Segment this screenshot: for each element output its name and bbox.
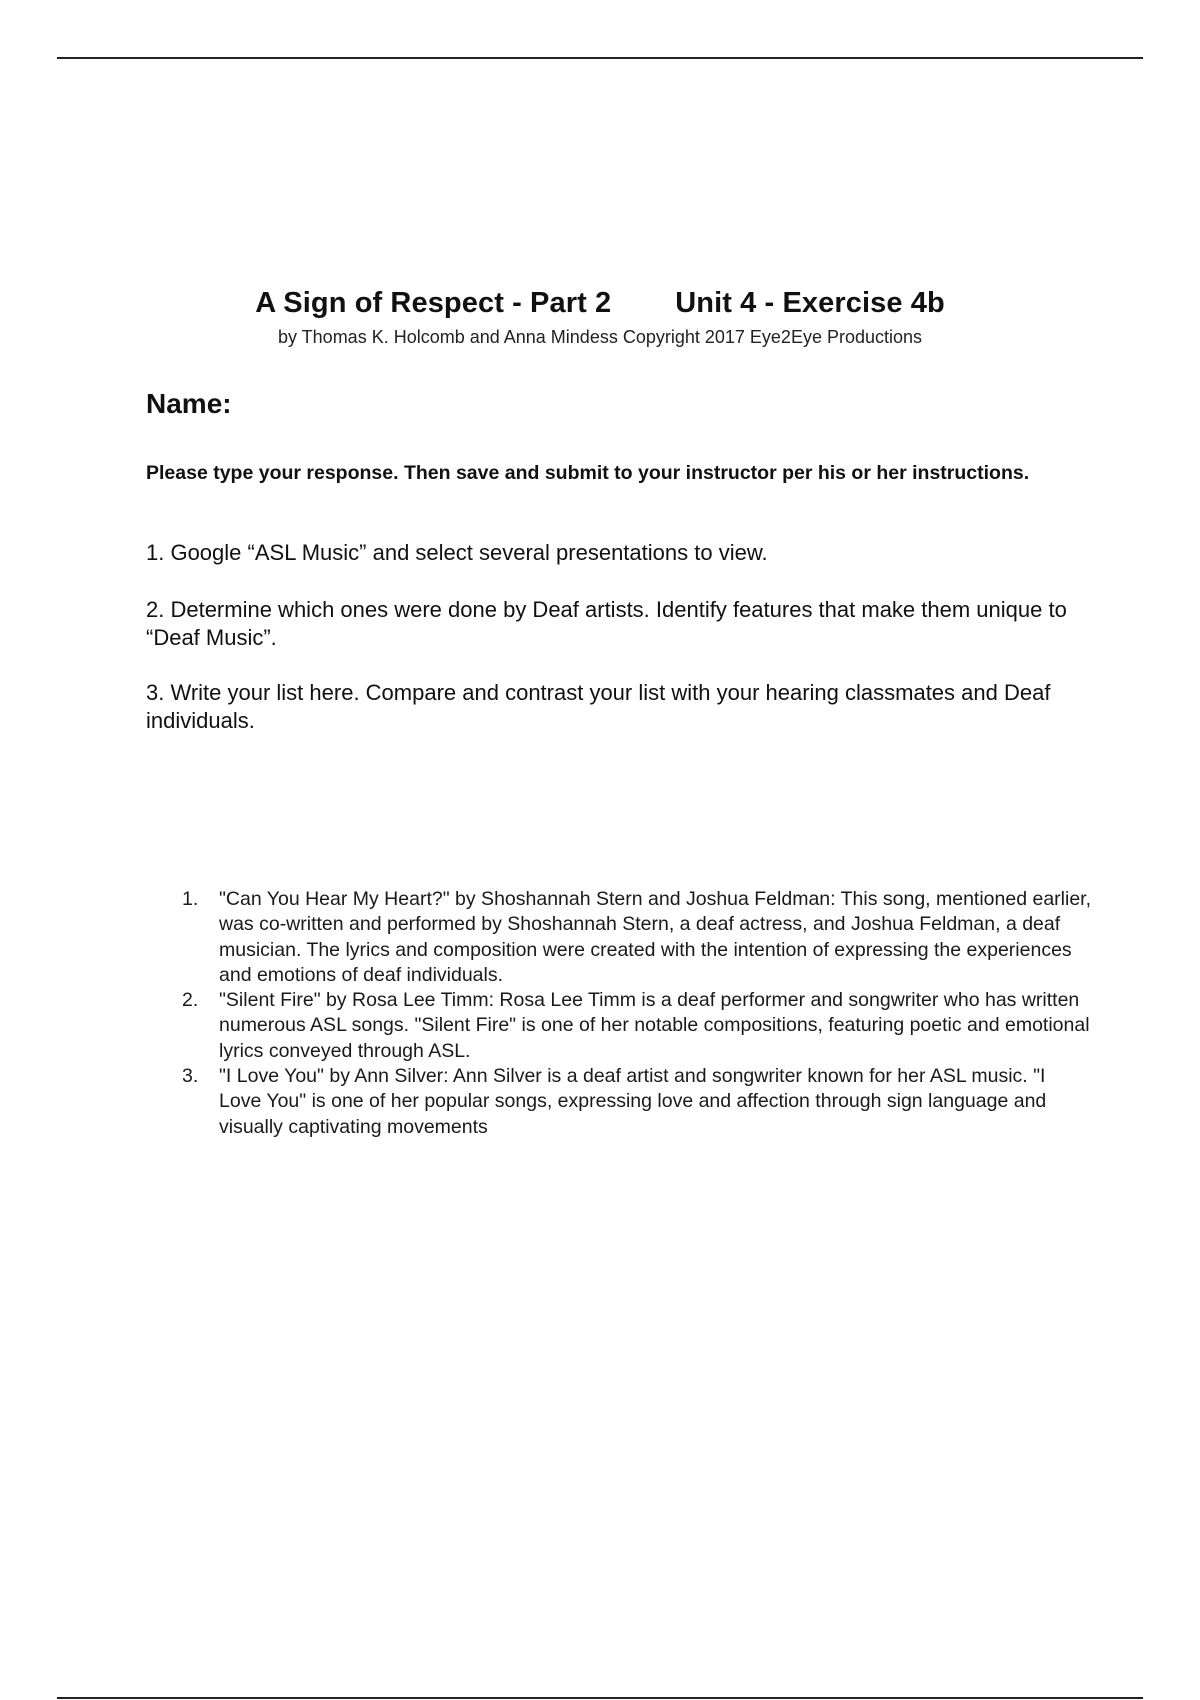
bottom-rule xyxy=(57,1697,1143,1699)
question-3: 3. Write your list here. Compare and contrast your list with your hearing classmates and Deaf individuals. xyxy=(146,680,1051,733)
byline: by Thomas K. Holcomb and Anna Mindess Copyright 2017 Eye2Eye Productions xyxy=(277,327,923,347)
title-exercise: Unit 4 - Exercise 4b xyxy=(675,287,945,319)
title-part: A Sign of Respect - Part 2 xyxy=(255,287,612,319)
list-item xyxy=(182,887,1092,988)
list-item-text: "Can You Hear My Heart?" by Shoshannah Stern and Joshua Feldman: This song, mentioned earlier, was co-written and performed by Shoshannah Stern, a deaf actress, and Joshua Feldman, a deaf musician. The lyrics and composition were created with the intention of expressing the experiences and emotions of deaf individuals. xyxy=(219,888,1092,986)
list-item xyxy=(182,1064,1092,1140)
list-item-number: 3. xyxy=(182,1065,199,1088)
instructions: Please type your response. Then save and submit to your instructor per his or her instructions. xyxy=(146,462,1030,484)
list-item-text: "I Love You" by Ann Silver: Ann Silver is a deaf artist and songwriter known for her ASL music. "I Love You" is one of her popular songs, expressing love and affection through sign language and visually captivating movements xyxy=(219,1065,1047,1138)
name-label: Name: xyxy=(146,388,232,419)
question-2: 2. Determine which ones were done by Deaf artists. Identify features that make them unique to “Deaf Music”. xyxy=(146,597,1067,650)
answer-list xyxy=(182,887,1092,1140)
top-rule xyxy=(57,57,1143,59)
list-item xyxy=(182,988,1092,1064)
list-item-number: 1. xyxy=(182,888,199,910)
list-item-text: "Silent Fire" by Rosa Lee Timm: Rosa Lee Timm is a deaf performer and songwriter who has written numerous ASL songs. "Silent Fire" is one of her notable compositions, featuring poetic and emotional lyrics conveyed through ASL. xyxy=(219,989,1090,1062)
question-1: 1. Google “ASL Music” and select several presentations to view. xyxy=(146,540,768,565)
page-title xyxy=(0,287,1200,320)
list-item-number: 2. xyxy=(182,989,199,1012)
